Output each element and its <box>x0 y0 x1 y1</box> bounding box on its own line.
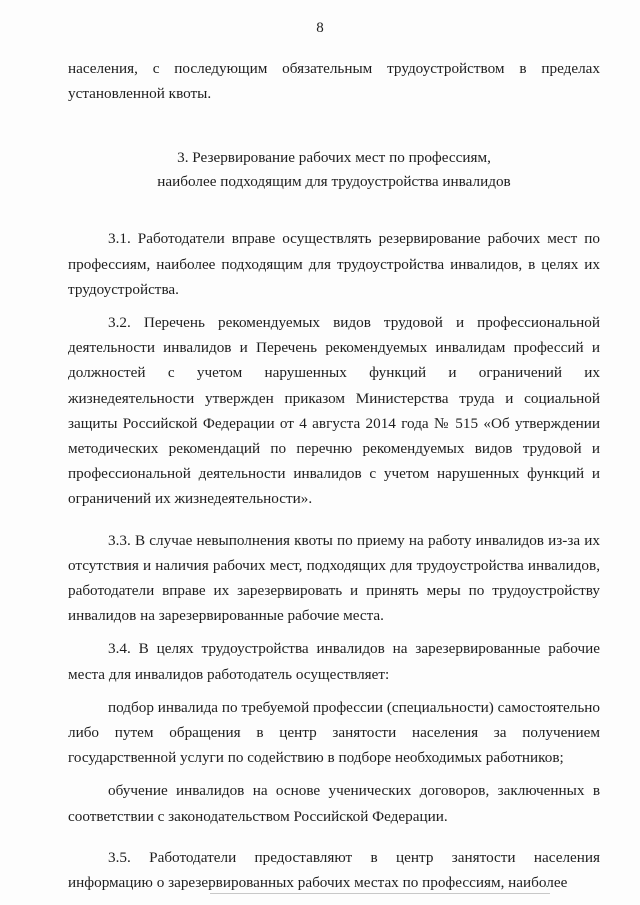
section-heading-line-2: наиболее подходящим для трудоустройства инвалидов <box>157 173 511 191</box>
paragraph-3-3: 3.3. В случае невыполнения квоты по приему на работу инвалидов из-за их отсутствия и наличия рабочих мест, подходящих для трудоустройства инвалидов, работодатели вправе их зарезервировать и принять меры по трудоустройству инвалидов на зарезервированные рабочие места. <box>68 531 600 625</box>
paragraph-3-5: 3.5. Работодатели предоставляют в центр занятости населения информацию о зарезервированных рабочих местах по профессиям, наиболее <box>68 848 600 892</box>
section-heading <box>68 146 600 194</box>
paragraph-3-4-item-selection: подбор инвалида по требуемой профессии (специальности) самостоятельно либо путем обращения в центр занятости населения за получением государственной услуги по содействию в подборе необходимых работников; <box>68 698 600 767</box>
section-heading-line-1: 3. Резервирование рабочих мест по профессиям, <box>177 149 491 167</box>
document-body <box>68 56 600 895</box>
page-bottom-rule <box>210 893 550 894</box>
paragraph-3-4: 3.4. В целях трудоустройства инвалидов на зарезервированные рабочие места для инвалидов работодатель осуществляет: <box>68 640 600 683</box>
paragraph-3-1: 3.1. Работодатели вправе осуществлять резервирование рабочих мест по профессиям, наиболее подходящим для трудоустройства инвалидов, в целях их трудоустройства. <box>68 230 600 298</box>
paragraph-3-4-item-training: обучение инвалидов на основе ученических договоров, заключенных в соответствии с законодательством Российской Федерации. <box>68 782 600 825</box>
paragraph-continuation: населения, с последующим обязательным трудоустройством в пределах установленной квоты. <box>68 60 600 103</box>
paragraph-3-2: 3.2. Перечень рекомендуемых видов трудовой и профессиональной деятельности инвалидов и Перечень рекомендуемых инвалидам профессий и должностей с учетом нарушенных функций и ограничений их жизнедеятельности утвержден приказом Министерства труда и социальной защиты Российской Федерации от 4 августа 2014 года № 515 «Об утверждении методических рекомендаций по перечню рекомендуемых видов трудовой и профессиональной деятельности инвалидов с учетом нарушенных функций и ограничений их жизнедеятельности». <box>68 314 600 508</box>
page-number: 8 <box>316 20 324 36</box>
